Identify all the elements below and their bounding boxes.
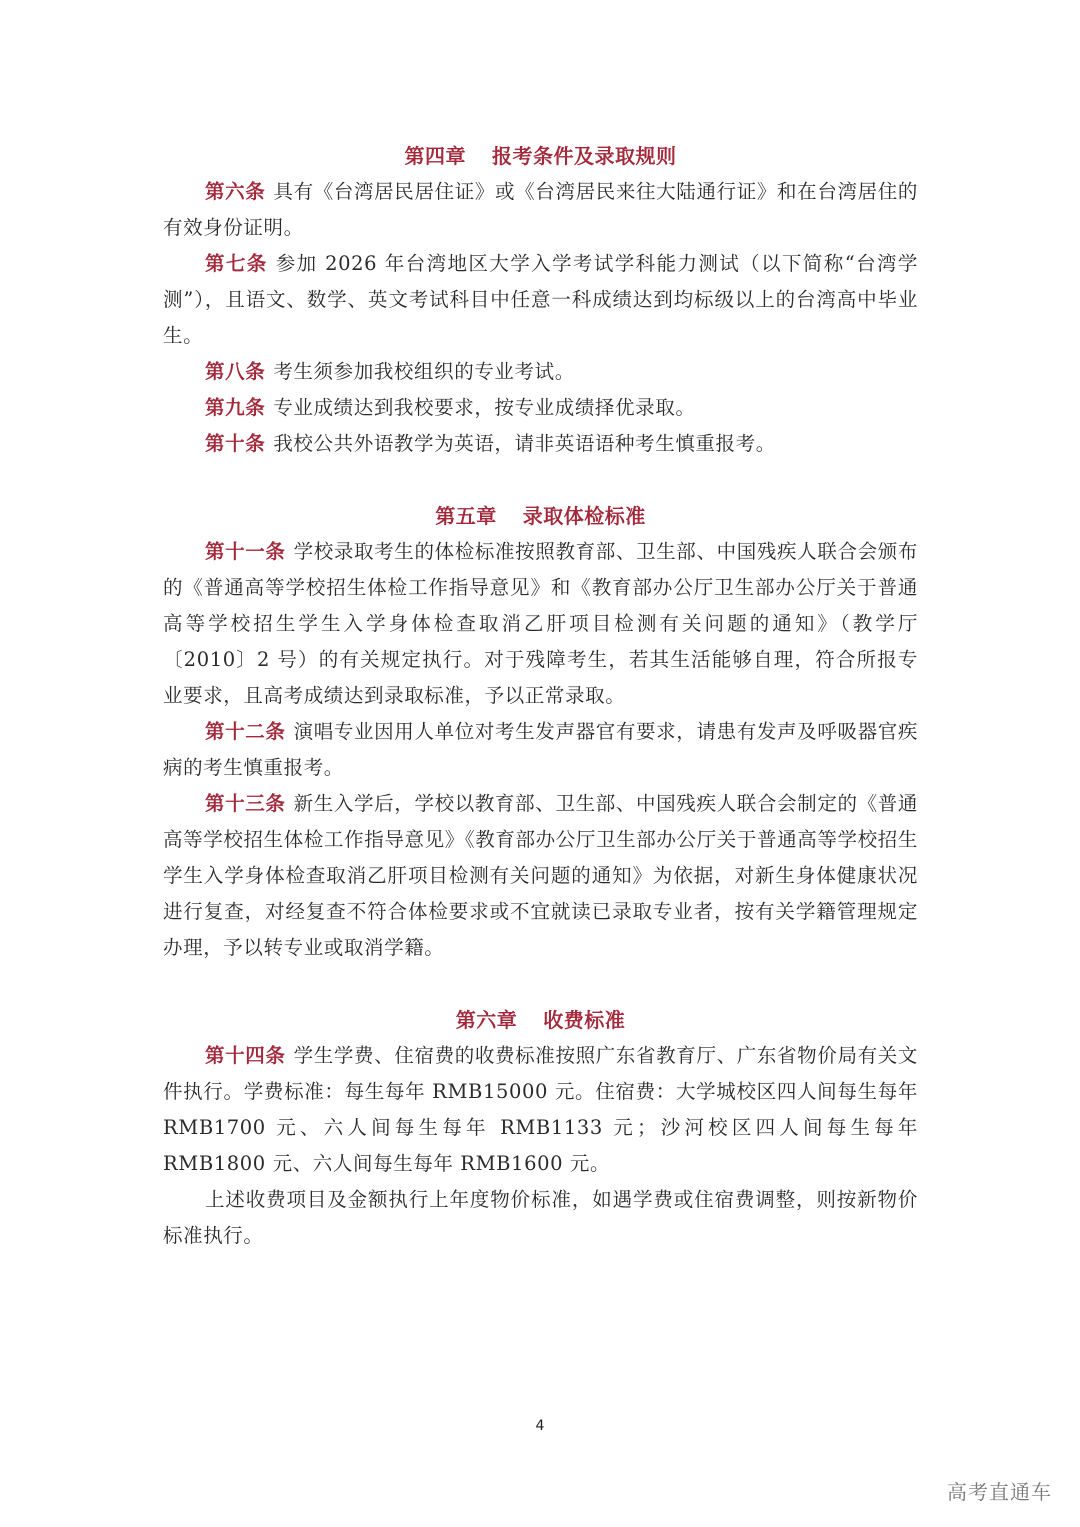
chapter-title — [163, 138, 918, 174]
page-number: 4 — [535, 1418, 545, 1434]
article-label: 第十条 — [205, 432, 266, 455]
chapter-subtitle: 录取体检标准 — [522, 504, 646, 528]
article-text: 专业成绩达到我校要求，按专业成绩择优录取。 — [273, 396, 696, 419]
article-text: 学生学费、住宿费的收费标准按照广东省教育厅、广东省物价局有关文件执行。学费标准：每生每年 RMB15000 元。住宿费：大学城校区四人间每生每年 RMB1700 元、六人间每生每年 RMB1133 元；沙河校区四人间每生每年 RMB1800 元、六人间每生每年 RMB1600 元。 — [163, 1044, 918, 1175]
article-text: 学校录取考生的体检标准按照教育部、卫生部、中国残疾人联合会颁布的《普通高等学校招生体检工作指导意见》和《教育部办公厅卫生部办公厅关于普通高等学校招生学生入学身体检查取消乙肝项目检测有关问题的通知》（教学厅〔2010〕2 号）的有关规定执行。对于残障考生，若其生活能够自理，符合所报专业要求，且高考成绩达到录取标准，予以正常录取。 — [163, 540, 918, 707]
article-label: 第十二条 — [205, 720, 286, 743]
article-label: 第十三条 — [205, 792, 286, 815]
article-text: 我校公共外语教学为英语，请非英语语种考生慎重报考。 — [273, 432, 776, 455]
article-6 — [163, 174, 918, 246]
article-7 — [163, 246, 918, 354]
fee-note: 上述收费项目及金额执行上年度物价标准，如遇学费或住宿费调整，则按新物价标准执行。 — [163, 1188, 918, 1247]
article-label: 第十四条 — [205, 1044, 286, 1067]
chapter-number: 第四章 — [404, 144, 466, 168]
chapter-subtitle: 收费标准 — [543, 1008, 626, 1032]
article-label: 第九条 — [205, 396, 266, 419]
article-10 — [163, 426, 918, 462]
chapter-subtitle: 报考条件及录取规则 — [492, 144, 677, 168]
article-text: 具有《台湾居民居住证》或《台湾居民来往大陆通行证》和在台湾居住的有效身份证明。 — [163, 180, 918, 239]
article-14 — [163, 1038, 918, 1182]
article-11 — [163, 534, 918, 714]
article-8 — [163, 354, 918, 390]
section-spacer — [163, 966, 918, 1002]
chapter-4 — [163, 138, 918, 462]
chapter-5 — [163, 498, 918, 966]
article-text: 参加 2026 年台湾地区大学入学考试学科能力测试（以下简称“台湾学测”），且语文、数学、英文考试科目中任意一科成绩达到均标级以上的台湾高中毕业生。 — [163, 252, 918, 347]
article-label: 第六条 — [205, 180, 266, 203]
chapter-title — [163, 1002, 918, 1038]
chapter-number: 第五章 — [435, 504, 497, 528]
chapter-6 — [163, 1002, 918, 1254]
watermark: 高考直通车 — [947, 1480, 1052, 1504]
section-spacer — [163, 462, 918, 498]
article-label: 第七条 — [205, 252, 268, 275]
article-label: 第八条 — [205, 360, 266, 383]
document-page — [163, 138, 918, 1254]
article-text: 新生入学后，学校以教育部、卫生部、中国残疾人联合会制定的《普通高等学校招生体检工作指导意见》《教育部办公厅卫生部办公厅关于普通高等学校招生学生入学身体检查取消乙肝项目检测有关问题的通知》为依据，对新生身体健康状况进行复查，对经复查不符合体检要求或不宜就读已录取专业者，按有关学籍管理规定办理，予以转专业或取消学籍。 — [163, 792, 918, 959]
article-9 — [163, 390, 918, 426]
article-12 — [163, 714, 918, 786]
article-text: 演唱专业因用人单位对考生发声器官有要求，请患有发声及呼吸器官疾病的考生慎重报考。 — [163, 720, 918, 779]
article-text: 考生须参加我校组织的专业考试。 — [273, 360, 575, 383]
article-label: 第十一条 — [205, 540, 286, 563]
chapter-number: 第六章 — [455, 1008, 518, 1032]
chapter-title — [163, 498, 918, 534]
article-13 — [163, 786, 918, 966]
